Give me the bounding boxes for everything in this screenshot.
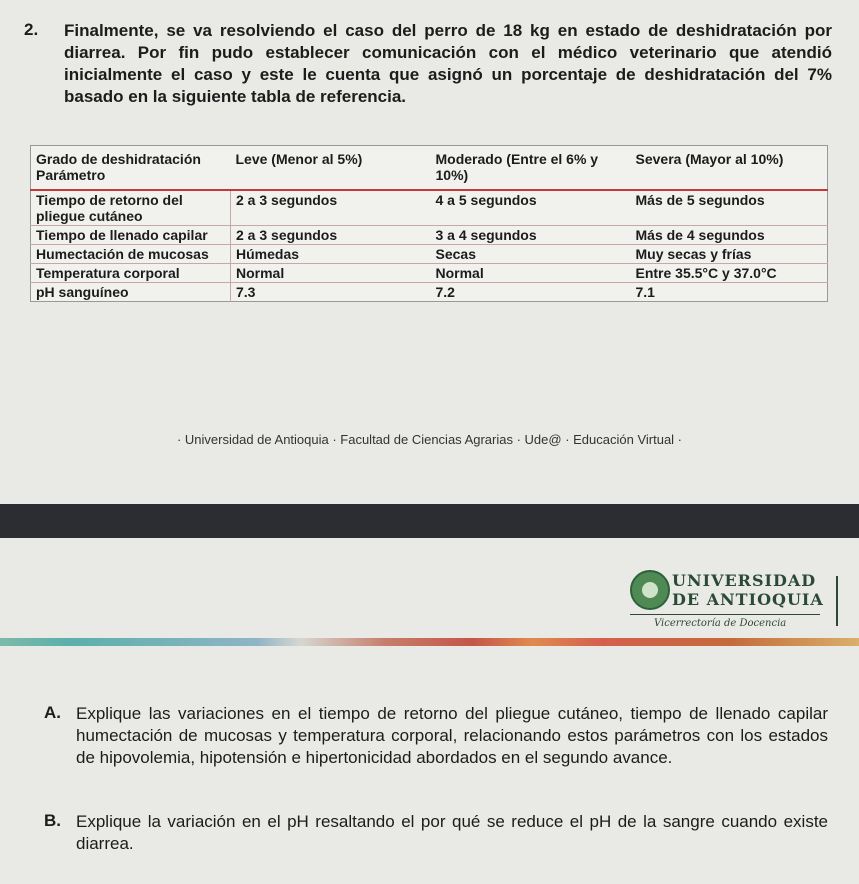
- table-cell: Húmedas: [231, 245, 431, 264]
- table-cell: Normal: [231, 264, 431, 283]
- table-cell: Secas: [431, 245, 631, 264]
- table-cell: Más de 5 segundos: [631, 190, 828, 226]
- header-moderado: Moderado (Entre el 6% y 10%): [431, 146, 631, 191]
- table-row: [31, 264, 828, 283]
- page-divider-band: [0, 504, 859, 538]
- item-b-letter: B.: [44, 811, 61, 830]
- table-cell: 7.1: [635, 284, 655, 300]
- table-cell: Más de 4 segundos: [631, 226, 828, 245]
- university-logo: [630, 566, 830, 636]
- university-seal-icon: [630, 570, 670, 610]
- logo-rule: [630, 614, 820, 615]
- table-cell: Tiempo de llenado capilar: [31, 226, 231, 245]
- logo-subtitle: Vicerrectoría de Docencia: [654, 618, 787, 629]
- table-cell: 3 a 4 segundos: [431, 226, 631, 245]
- table-cell: 4 a 5 segundos: [431, 190, 631, 226]
- header-leve: Leve (Menor al 5%): [231, 146, 431, 191]
- table-cell: Muy secas y frías: [631, 245, 828, 264]
- logo-line2: DE ANTIOQUIA: [672, 590, 824, 609]
- item-a-letter: A.: [44, 703, 61, 722]
- question-text: Finalmente, se va resolviendo el caso del perro de 18 kg en estado de deshidratación por diarrea. Por fin pudo establecer comunicación con el médico veterinario que atendió inicialmente el caso y este le cuenta que asignó un porcentaje de deshidratación del 7% basado en la siguiente tabla de referencia.: [64, 21, 832, 106]
- logo-line1: UNIVERSIDAD: [672, 571, 817, 590]
- table-cell: pH sanguíneo: [31, 283, 231, 302]
- reference-table: [30, 145, 828, 302]
- table-cell: Tiempo de retorno del pliegue cutáneo: [31, 190, 231, 226]
- table-row: [31, 190, 828, 226]
- item-b-text: Explique la variación en el pH resaltando el por qué se reduce el pH de la sangre cuando existe diarrea.: [76, 812, 828, 853]
- table-cell: 2 a 3 segundos: [231, 190, 431, 226]
- header-severa: Severa (Mayor al 10%): [631, 146, 828, 191]
- table-header-row: [31, 146, 828, 191]
- table-cell: Normal: [431, 264, 631, 283]
- table-cell: 7.3: [236, 284, 256, 300]
- header-parameter: Grado de deshidratación Parámetro: [31, 146, 231, 191]
- logo-side-bar: [836, 576, 838, 626]
- header-color-strip: [0, 638, 859, 646]
- table-cell: 7.2: [435, 284, 455, 300]
- table-cell: Temperatura corporal: [31, 264, 231, 283]
- table-cell: 2 a 3 segundos: [231, 226, 431, 245]
- question-number: 2.: [24, 20, 39, 39]
- page-footer: · Universidad de Antioquia · Facultad de Ciencias Agrarias · Ude@ · Educación Virtual ·: [176, 432, 683, 447]
- item-a-text: Explique las variaciones en el tiempo de retorno del pliegue cutáneo, tiempo de llenado capilar humectación de mucosas y temperatura corporal, relacionando estos parámetros con los estados de hipovolemia, hipotensión e hipertonicidad abordados en el segundo avance.: [76, 704, 828, 767]
- table-row: [31, 245, 828, 264]
- table-row: [31, 283, 828, 302]
- table-cell: Humectación de mucosas: [31, 245, 231, 264]
- table-row: [31, 226, 828, 245]
- table-cell: Entre 35.5°C y 37.0°C: [631, 264, 828, 283]
